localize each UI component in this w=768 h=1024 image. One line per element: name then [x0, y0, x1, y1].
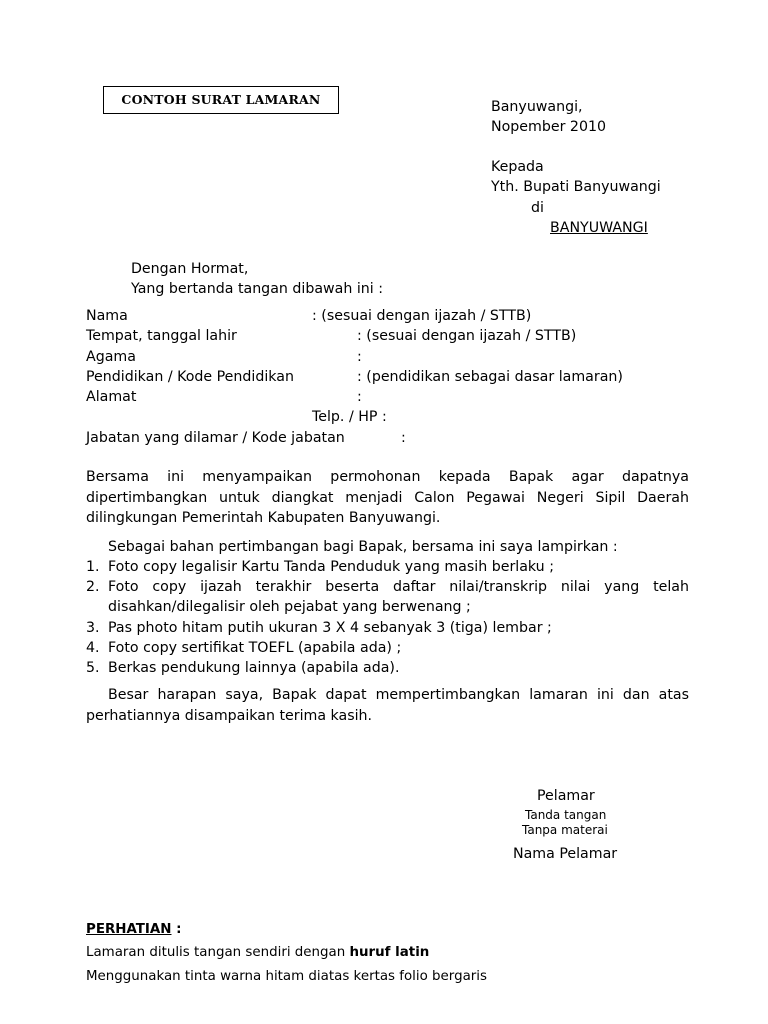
letter-place: Banyuwangi, — [491, 99, 583, 115]
notice-heading-text: PERHATIAN — [86, 922, 172, 937]
field-alamat-value: : — [357, 389, 362, 405]
notice-heading — [86, 920, 182, 940]
notice-heading-colon: : — [171, 922, 182, 937]
body-paragraph: Bersama ini menyampaikan permohonan kepada Bapak agar dapatnya dipertimbangkan untuk diangkat menjadi Calon Pegawai Negeri Sipil Daerah dilingkungan Pemerintah Kabupaten Banyuwangi. — [86, 469, 689, 526]
attachment-item — [86, 618, 689, 638]
attachment-item — [86, 577, 689, 617]
field-telp-label: Telp. / HP : — [312, 409, 387, 425]
greeting: Dengan Hormat, — [131, 261, 249, 277]
field-agama-label: Agama — [86, 349, 136, 365]
field-alamat-label: Alamat — [86, 389, 137, 405]
field-jabatan-label: Jabatan yang dilamar / Kode jabatan — [86, 430, 345, 446]
attachment-text: Foto copy sertifikat TOEFL (apabila ada) ; — [108, 640, 402, 656]
field-pendidikan-label: Pendidikan / Kode Pendidikan — [86, 369, 294, 385]
field-agama-value: : — [357, 349, 362, 365]
field-nama-value: : (sesuai dengan ijazah / STTB) — [312, 308, 532, 324]
attachment-text: Foto copy legalisir Kartu Tanda Penduduk yang masih berlaku ; — [108, 559, 554, 575]
notice-line-1-text: Lamaran ditulis tangan sendiri dengan — [86, 945, 350, 960]
attachment-item — [86, 638, 689, 658]
field-jabatan-value: : — [401, 430, 406, 446]
signature-name: Nama Pelamar — [513, 846, 618, 862]
attachment-text: Pas photo hitam putih ukuran 3 X 4 sebanyak 3 (tiga) lembar ; — [108, 620, 552, 636]
letter-title: CONTOH SURAT LAMARAN — [121, 92, 321, 107]
closing-paragraph: Besar harapan saya, Bapak dapat mempertimbangkan lamaran ini dan atas perhatiannya disampaikan terima kasih. — [86, 687, 689, 724]
field-ttl-label: Tempat, tanggal lahir — [86, 328, 237, 344]
attachments-intro: Sebagai bahan pertimbangan bagi Bapak, bersama ini saya lampirkan : — [108, 539, 618, 555]
attachment-number: 2. — [86, 579, 100, 595]
attachment-item — [86, 557, 689, 577]
attachment-number: 4. — [86, 640, 100, 656]
intro-line: Yang bertanda tangan dibawah ini : — [131, 281, 383, 297]
recipient-name: Yth. Bupati Banyuwangi — [491, 179, 661, 195]
field-ttl-value: : (sesuai dengan ijazah / STTB) — [357, 328, 577, 344]
signature-line-1: Tanda tangan — [525, 808, 607, 822]
attachment-text: Berkas pendukung lainnya (apabila ada). — [108, 660, 400, 676]
signature-role: Pelamar — [537, 788, 595, 804]
field-nama-label: Nama — [86, 308, 128, 324]
notice-line-2: Menggunakan tinta warna hitam diatas kertas folio bergaris — [86, 969, 487, 984]
recipient-label: Kepada — [491, 159, 544, 175]
recipient-di: di — [531, 200, 544, 216]
signature-line-2: Tanpa materai — [522, 823, 608, 837]
letter-title-box — [103, 86, 339, 114]
attachment-number: 3. — [86, 620, 100, 636]
notice-line-1-bold: huruf latin — [349, 945, 430, 960]
attachment-item — [86, 658, 689, 678]
notice-line-1 — [86, 943, 429, 963]
recipient-city: BANYUWANGI — [550, 220, 648, 236]
attachment-number: 5. — [86, 660, 100, 676]
letter-date: Nopember 2010 — [491, 119, 607, 135]
attachment-text: Foto copy ijazah terakhir beserta daftar nilai/transkrip nilai yang telah disahkan/dilegalisir oleh pejabat yang berwenang ; — [108, 579, 689, 615]
field-pendidikan-value: : (pendidikan sebagai dasar lamaran) — [357, 369, 623, 385]
attachment-number: 1. — [86, 559, 100, 575]
